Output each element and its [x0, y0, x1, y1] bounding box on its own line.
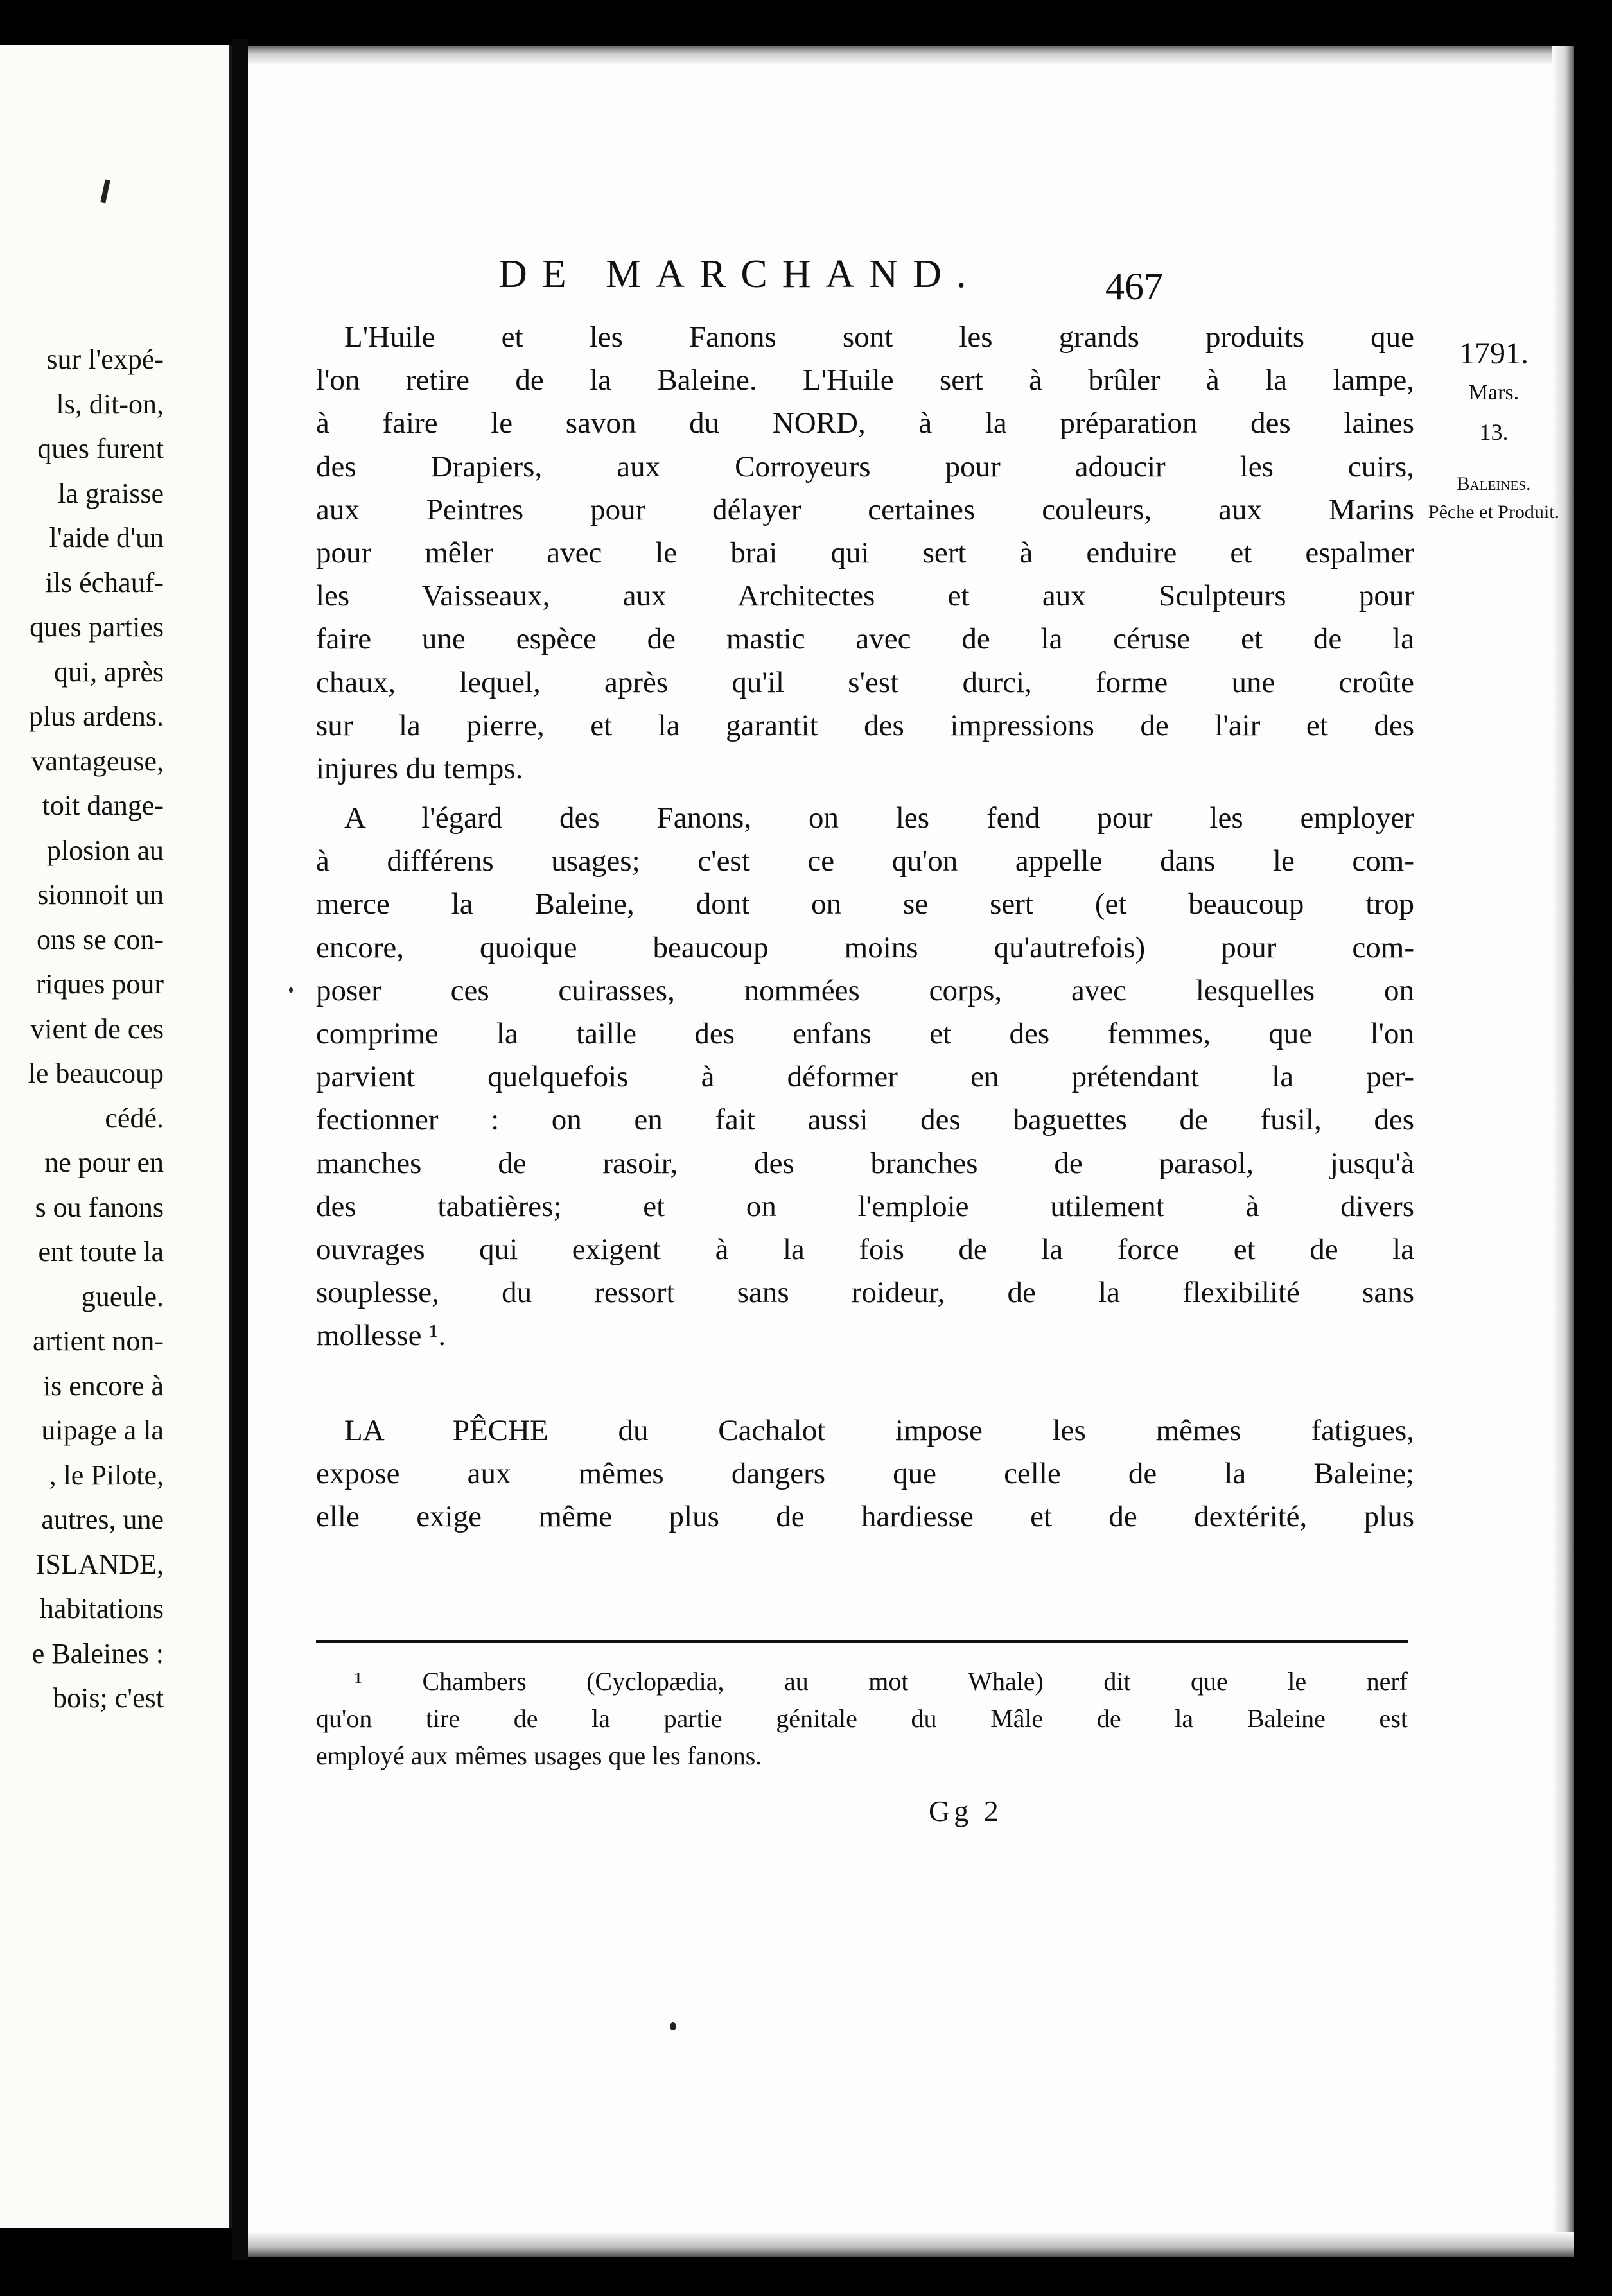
text-line: chaux, lequel, après qu'il s'est durci, forme une croûte — [316, 665, 1414, 699]
left-line: ques furent — [37, 433, 164, 464]
ink-speck — [670, 2022, 676, 2030]
left-line: e Baleines : — [31, 1637, 164, 1669]
margin-month: Mars. — [1468, 381, 1520, 404]
left-line: ISLANDE, — [35, 1548, 164, 1580]
left-line: toit dange- — [42, 790, 164, 821]
left-line: riques pour — [35, 968, 164, 1000]
text-line: parvient quelquefois à déformer en prétendant la per- — [316, 1060, 1414, 1094]
left-line: habitations — [39, 1593, 164, 1624]
left-line: vantageuse, — [31, 745, 164, 777]
paragraph — [316, 1409, 1414, 1539]
paragraph — [316, 316, 1414, 790]
left-line: ls, dit-on, — [56, 388, 164, 420]
text-line: à faire le savon du NORD, à la préparation des laines — [316, 406, 1414, 440]
text-line: manches de rasoir, des branches de parasol, jusqu'à — [316, 1146, 1414, 1180]
margin-topic: Baleines. — [1457, 473, 1531, 494]
left-line: ent toute la — [38, 1236, 164, 1267]
left-line: vient de ces — [30, 1013, 164, 1045]
ink-speck — [289, 987, 293, 993]
text-line: pour mêler avec le brai qui sert à enduire et espalmer — [316, 535, 1414, 570]
paragraph — [316, 797, 1414, 1357]
margin-subtopic: Pêche et Produit. — [1428, 501, 1560, 523]
running-head: DE MARCHAND. — [498, 252, 981, 296]
text-line: encore, quoique beaucoup moins qu'autrefois) pour com- — [316, 930, 1414, 964]
text-line: L'Huile et les Fanons sont les grands produits que — [344, 320, 1414, 354]
text-line: des Drapiers, aux Corroyeurs pour adoucir les cuirs, — [316, 449, 1414, 483]
text-line: expose aux mêmes dangers que celle de la Baleine; — [316, 1456, 1414, 1490]
left-line: ons se con- — [37, 923, 164, 955]
text-line: l'on retire de la Baleine. L'Huile sert à brûler à la lampe, — [316, 363, 1414, 397]
left-line: uipage a la — [41, 1414, 164, 1446]
footnote-line: qu'on tire de la partie génitale du Mâle de la Baleine est — [316, 1704, 1408, 1733]
text-line: les Vaisseaux, aux Architectes et aux Sculpteurs pour — [316, 579, 1414, 613]
footnote-rule — [316, 1640, 1408, 1643]
left-line: sur l'expé- — [46, 344, 164, 375]
margin-notes — [1423, 333, 1564, 526]
text-line: ouvrages qui exigent à la fois de la force et de la — [316, 1232, 1414, 1266]
text-line: mollesse ¹. — [316, 1319, 446, 1353]
text-line: faire une espèce de mastic avec de la céruse et de la — [316, 622, 1414, 656]
footnote — [316, 1663, 1408, 1775]
signature-mark: Gg 2 — [929, 1795, 1003, 1827]
page-number: 467 — [1105, 265, 1163, 308]
text-line: elle exige même plus de hardiesse et de dextérité, plus — [316, 1499, 1414, 1533]
margin-day: 13. — [1479, 419, 1509, 445]
text-line: comprime la taille des enfans et des femmes, que l'on — [316, 1017, 1414, 1050]
left-line: plus ardens. — [28, 700, 164, 732]
text-line: sur la pierre, et la garantit des impressions de l'air et des — [316, 708, 1414, 742]
left-line: s ou fanons — [35, 1191, 164, 1223]
left-line: ne pour en — [44, 1147, 164, 1178]
left-page-text — [0, 337, 230, 1721]
page-top-edge — [248, 46, 1574, 65]
margin-year: 1791. — [1459, 336, 1529, 370]
footnote-line: ¹ Chambers (Cyclopædia, au mot Whale) dit que le nerf — [355, 1667, 1408, 1696]
text-line: injures du temps. — [316, 751, 523, 785]
book-gutter — [232, 39, 248, 2260]
left-line: sionnoit un — [37, 879, 164, 910]
left-line: bois; c'est — [53, 1682, 164, 1714]
left-line: la graisse — [58, 477, 164, 509]
text-line: souplesse, du ressort sans roideur, de la flexibilité sans — [316, 1276, 1414, 1310]
left-line: plosion au — [46, 834, 164, 866]
text-line: des tabatières; et on l'emploie utilement à divers — [316, 1189, 1414, 1223]
ink-mark — [100, 180, 110, 204]
page-bottom-edge — [248, 2232, 1574, 2257]
left-line: autres, une — [41, 1504, 164, 1535]
book-page — [248, 46, 1574, 2257]
left-line: is encore à — [42, 1370, 164, 1402]
left-facing-page — [0, 45, 232, 2228]
left-line: ils échauf- — [45, 566, 164, 598]
left-line: , le Pilote, — [49, 1459, 164, 1491]
left-line: cédé. — [105, 1102, 164, 1134]
left-line: ques parties — [30, 611, 164, 643]
text-line: merce la Baleine, dont on se sert (et beaucoup trop — [316, 887, 1414, 921]
text-line: à différens usages; c'est ce qu'on appelle dans le com- — [316, 844, 1414, 878]
text-line: aux Peintres pour délayer certaines couleurs, aux Marins — [316, 492, 1414, 526]
body-text — [316, 316, 1414, 1538]
text-line: poser ces cuirasses, nommées corps, avec lesquelles on — [316, 973, 1414, 1007]
text-line: A l'égard des Fanons, on les fend pour les employer — [344, 801, 1414, 835]
left-line: qui, après — [53, 656, 164, 688]
text-line: LA PÊCHE du Cachalot impose les mêmes fatigues, — [344, 1413, 1414, 1447]
footnote-line: employé aux mêmes usages que les fanons. — [316, 1741, 762, 1770]
text-line: fectionner : on en fait aussi des baguettes de fusil, des — [316, 1103, 1414, 1137]
left-line: l'aide d'un — [49, 522, 164, 553]
left-line: gueule. — [81, 1280, 164, 1312]
left-line: artient non- — [32, 1325, 164, 1357]
left-line: le beaucoup — [28, 1057, 164, 1089]
